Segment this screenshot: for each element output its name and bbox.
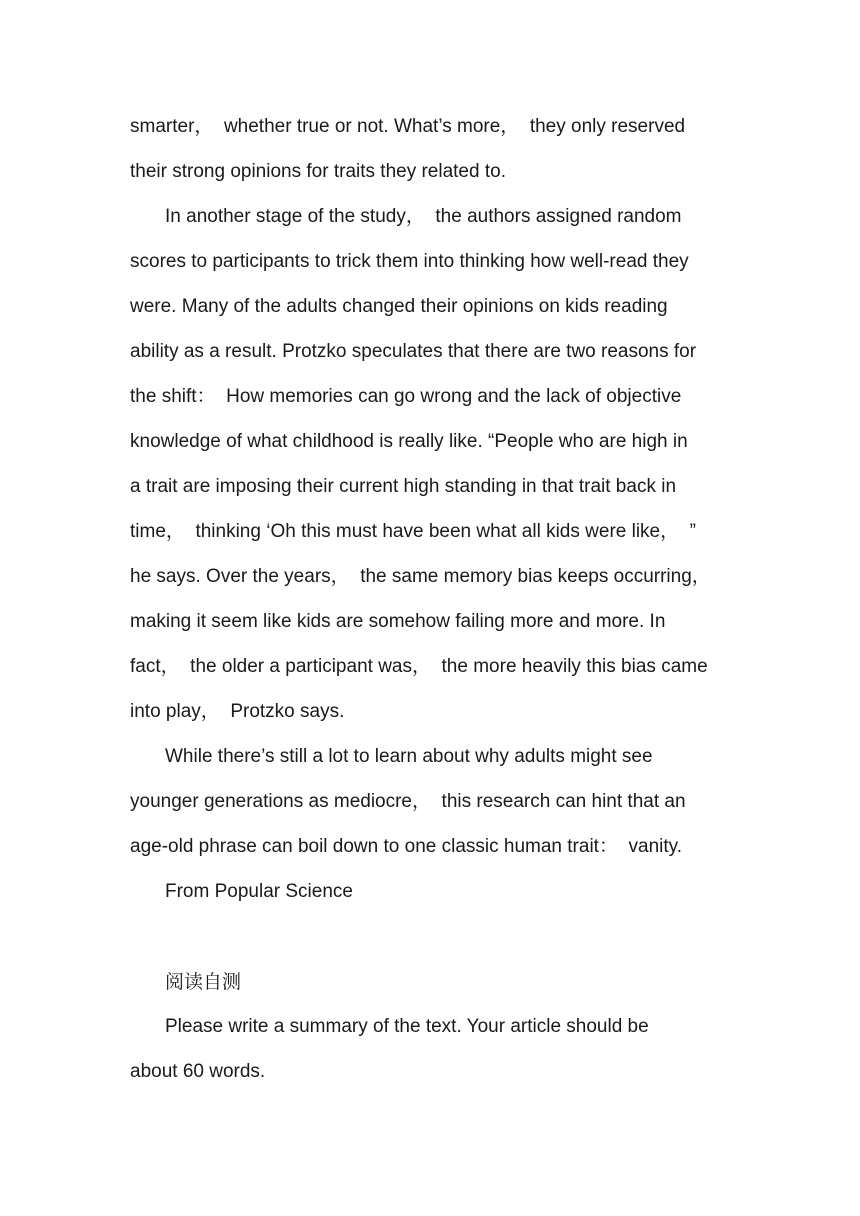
text-line: fact， the older a participant was， the more heavily this bias came bbox=[130, 656, 708, 677]
task-line: Please write a summary of the text. Your article should be bbox=[165, 1016, 649, 1037]
text-line: younger generations as mediocre， this research can hint that an bbox=[130, 791, 686, 812]
text-line: scores to participants to trick them into thinking how well-read they bbox=[130, 251, 689, 272]
text-line: knowledge of what childhood is really like. “People who are high in bbox=[130, 431, 688, 452]
text-line: the shift： How memories can go wrong and the lack of objective bbox=[130, 386, 682, 407]
text-line: making it seem like kids are somehow failing more and more. In bbox=[130, 611, 666, 632]
text-line: he says. Over the years， the same memory bias keeps occurring， bbox=[130, 566, 711, 587]
text-line: into play， Protzko says. bbox=[130, 701, 345, 722]
task-line: about 60 words. bbox=[130, 1061, 266, 1082]
text-line: While there’s still a lot to learn about why adults might see bbox=[165, 746, 653, 767]
text-line: a trait are imposing their current high standing in that trait back in bbox=[130, 476, 677, 497]
text-line: smarter， whether true or not. What’s more， they only reserved bbox=[130, 116, 686, 137]
source-credit: From Popular Science bbox=[165, 881, 353, 902]
text-line: In another stage of the study， the authors assigned random bbox=[165, 206, 682, 227]
text-line: time， thinking ‘Oh this must have been what all kids were like， ” bbox=[130, 521, 697, 542]
text-line: ability as a result. Protzko speculates that there are two reasons for bbox=[130, 341, 697, 362]
text-line: age-old phrase can boil down to one classic human trait： vanity. bbox=[130, 836, 683, 857]
section-heading: 阅读自测 bbox=[165, 971, 242, 993]
text-line: were. Many of the adults changed their opinions on kids reading bbox=[130, 296, 668, 317]
text-line: their strong opinions for traits they related to. bbox=[130, 161, 506, 182]
